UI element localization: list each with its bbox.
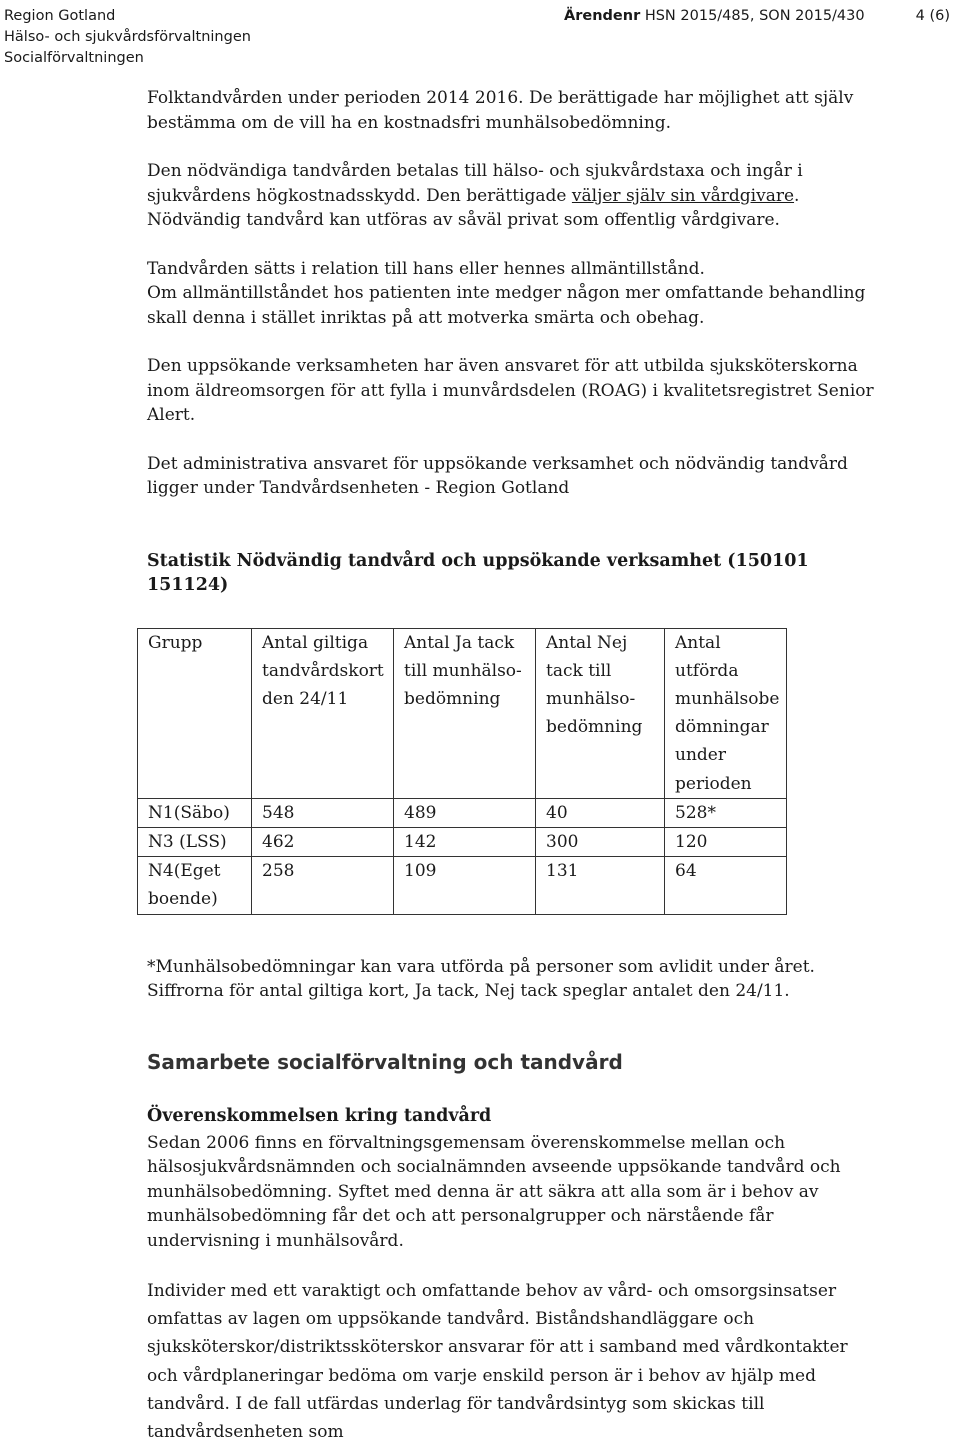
column-header-no-thanks: Antal Nej tack till munhälso- bedömning xyxy=(536,628,665,798)
paragraph-condition: Om allmäntillståndet hos patienten inte medger någon mer omfattande behandling skall denna i stället inriktas på att motverka smärta och obehag. xyxy=(147,283,866,328)
column-header-yes-thanks: Antal Ja tack till munhälso- bedömning xyxy=(394,628,536,798)
paragraph-outreach: Den uppsökande verksamheten har även ansvaret för att utbilda sjuksköterskorna inom äldreomsorgen för att fylla i munvårdsdelen (ROAG) i kvalitetsregistret Senior Alert. xyxy=(147,356,874,425)
page-number: 4 (6) xyxy=(915,8,950,24)
table-cell: N4(Eget boende) xyxy=(138,857,252,914)
table-cell: 528* xyxy=(665,798,787,827)
table-footnote: *Munhälsobedömningar kan vara utförda på personer som avlidit under året. xyxy=(147,956,815,977)
column-header-group: Grupp xyxy=(138,628,252,798)
table-cell: 489 xyxy=(394,798,536,827)
paragraph-period: Folktandvården under perioden 2014 2016. De berättigade har möjlighet att själv bestämma om de vill ha en kostnadsfri munhälsobedömning. xyxy=(147,88,854,133)
table-cell: 142 xyxy=(394,827,536,856)
paragraph-relation: Tandvården sätts i relation till hans eller hennes allmäntillstånd. xyxy=(147,258,705,279)
table-cell: 131 xyxy=(536,857,665,914)
org-department-health: Hälso- och sjukvårdsförvaltningen xyxy=(4,29,251,45)
section-heading: Samarbete socialförvaltning och tandvård xyxy=(147,1049,623,1074)
paragraph-agreement: Sedan 2006 finns en förvaltningsgemensam överenskommelse mellan och hälsosjukvårdsnämnden och socialnämnden avseende uppsökande tandvård och munhälsobedömning. Syftet med denna är att säkra att alla som är i behov av munhälsobedömning får det och att personalgrupper och närstående får undervisning i munhälsovård. xyxy=(147,1132,841,1251)
paragraph-administration: Det administrativa ansvaret för uppsökande verksamhet och nödvändig tandvård ligger under Tandvårdsenheten - Region Gotland xyxy=(147,453,848,498)
case-label: Ärendenr xyxy=(564,8,641,24)
statistics-table xyxy=(137,628,787,915)
case-reference xyxy=(564,6,865,27)
table-cell: 40 xyxy=(536,798,665,827)
table-cell: 64 xyxy=(665,857,787,914)
statistics-title: Statistik Nödvändig tandvård och uppsökande verksamhet (150101 151124) xyxy=(147,550,809,595)
table-row xyxy=(138,857,787,914)
paragraph-provider: Nödvändig tandvård kan utföras av såväl privat som offentlig vårdgivare. xyxy=(147,210,780,230)
org-department-social: Socialförvaltningen xyxy=(4,50,144,66)
subsection-heading: Överenskommelsen kring tandvård xyxy=(147,1106,492,1127)
column-header-valid-cards: Antal giltiga tandvårdskort den 24/11 xyxy=(252,628,394,798)
table-cell: N3 (LSS) xyxy=(138,827,252,856)
table-cell: 462 xyxy=(252,827,394,856)
paragraph-cost-text: Den nödvändiga tandvården betalas till hälso- och sjukvårdstaxa och ingår i sjukvårdens högkostnadsskydd. Den berättigade xyxy=(147,161,803,206)
period: . xyxy=(794,185,800,206)
table-footnote-figures: Siffrorna för antal giltiga kort, Ja tack, Nej tack speglar antalet den 24/11. xyxy=(147,981,790,1002)
paragraph-cost xyxy=(147,159,877,208)
care-provider-choice-link[interactable]: väljer själv sin vårdgivare xyxy=(571,185,795,206)
table-row xyxy=(138,798,787,827)
case-number: HSN 2015/485, SON 2015/430 xyxy=(644,8,865,24)
table-cell: 548 xyxy=(252,798,394,827)
table-cell: 109 xyxy=(394,857,536,914)
table-cell: N1(Säbo) xyxy=(138,798,252,827)
table-cell: 258 xyxy=(252,857,394,914)
table-cell: 300 xyxy=(536,827,665,856)
column-header-performed: Antal utförda munhälsobe dömningar under perioden xyxy=(665,628,787,798)
table-header-row xyxy=(138,628,787,798)
table-row xyxy=(138,827,787,856)
page-header xyxy=(0,0,960,70)
org-name: Region Gotland xyxy=(4,8,116,24)
document-body xyxy=(147,86,877,1446)
table-cell: 120 xyxy=(665,827,787,856)
paragraph-individuals: Individer med ett varaktigt och omfattande behov av vård- och omsorgsinsatser omfattas av lagen om uppsökande tandvård. Biståndshandläggare och sjuksköterskor/distriktssköterskor ansvarar för att i samband med vårdkontakter och vårdplaneringar bedöma om varje enskild person är i behov av hjälp med tandvård. I de fall utfärdas underlag för tandvårdsintyg som skickas till tandvårdsenheten som xyxy=(147,1281,848,1443)
organization-block xyxy=(4,6,251,69)
